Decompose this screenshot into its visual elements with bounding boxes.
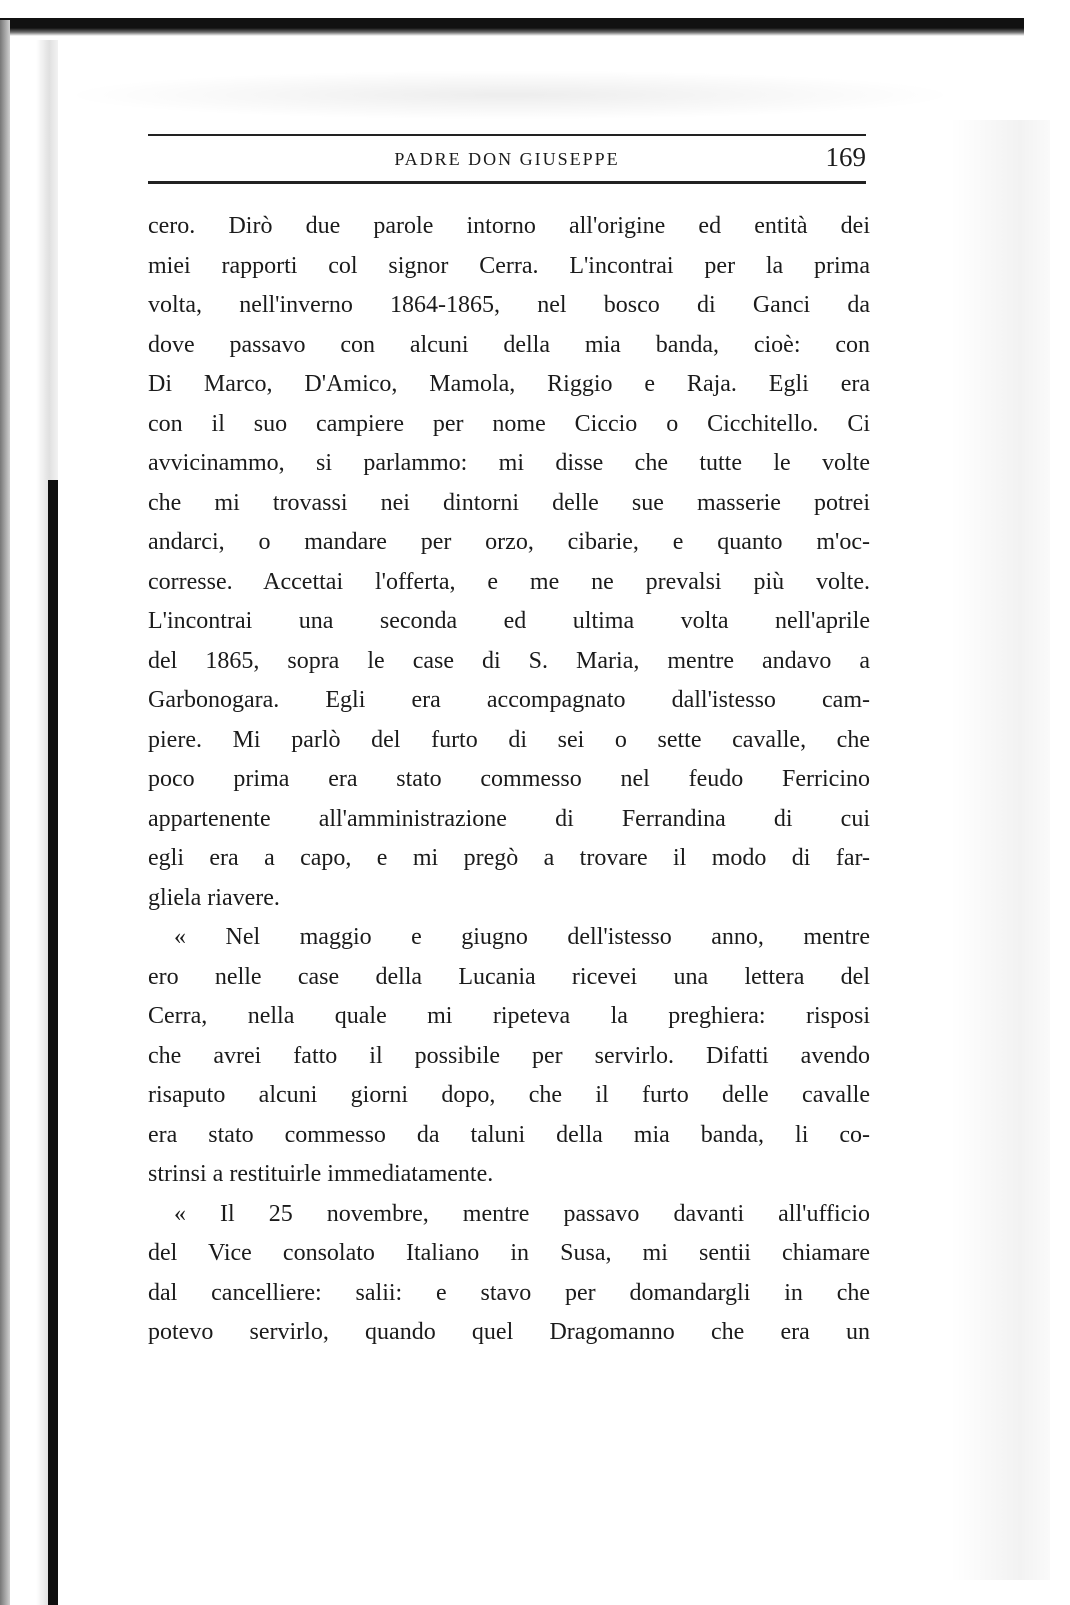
text-line: del Vice consolato Italiano in Susa, mi sentii chiamare [148, 1240, 870, 1266]
text-line: appartenente all'amministrazione di Ferrandina di cui [148, 805, 870, 832]
text-line: potevo servirlo, quando quel Dragomanno che era un [148, 1319, 870, 1345]
running-head [148, 138, 866, 180]
text-line: avvicinammo, si parlammo: mi disse che tutte le volte [148, 450, 870, 476]
text-line: risaputo alcuni giorni dopo, che il furto delle cavalle [148, 1082, 870, 1108]
text-line: con il suo campiere per nome Ciccio o Cicchitello. Ci [148, 410, 870, 437]
text-line: era stato commesso da taluni della mia banda, li co- [148, 1121, 870, 1148]
text-line: L'incontrai una seconda ed ultima volta nell'aprile [148, 608, 870, 634]
text-line: del 1865, sopra le case di S. Maria, mentre andavo a [148, 647, 870, 674]
text-line: cero. Dirò due parole intorno all'origine ed entità dei [148, 213, 870, 239]
text-line: poco prima era stato commesso nel feudo Ferricino [148, 766, 870, 792]
text-line: dal cancelliere: salii: e stavo per domandargli in che [148, 1279, 870, 1306]
book-spine [48, 480, 58, 1605]
page-top-edge [0, 18, 1024, 36]
text-line: egli era a capo, e mi pregò a trovare il modo di far- [148, 845, 870, 871]
text-line: Garbonogara. Egli era accompagnato dall'istesso cam- [148, 687, 870, 713]
text-line: gliela riavere. [148, 884, 280, 911]
text-line: dove passavo con alcuni della mia banda, cioè: con [148, 331, 870, 358]
scan-noise [60, 70, 960, 120]
text-line: strinsi a restituirle immediatamente. [148, 1161, 494, 1187]
header-rule-top [148, 134, 866, 136]
paragraph-1 [148, 207, 870, 918]
body-text [148, 207, 870, 1353]
text-line: ero nelle case della Lucania ricevei una lettera del [148, 963, 870, 990]
page-left-edge [0, 20, 10, 1605]
paragraph-2 [148, 918, 870, 1195]
text-line: piere. Mi parlò del furto di sei o sette cavalle, che [148, 726, 870, 753]
text-line: « Nel maggio e giugno dell'istesso anno, mentre [174, 924, 870, 950]
running-title: PADRE DON GIUSEPPE [394, 149, 620, 169]
text-line: corresse. Accettai l'offerta, e me ne prevalsi più volte. [148, 568, 870, 595]
text-line: volta, nell'inverno 1864-1865, nel bosco di Ganci da [148, 292, 870, 318]
text-line: « Il 25 novembre, mentre passavo davanti all'ufficio [174, 1200, 870, 1227]
paragraph-3 [148, 1195, 870, 1353]
scan-noise-right [950, 120, 1050, 1580]
header-rule-bottom [148, 181, 866, 184]
text-line: miei rapporti col signor Cerra. L'incontrai per la prima [148, 252, 870, 279]
text-line: Cerra, nella quale mi ripeteva la preghiera: risposi [148, 1003, 870, 1029]
text-line: che avrei fatto il possibile per servirlo. Difatti avendo [148, 1042, 870, 1069]
page-number: 169 [825, 142, 866, 172]
text-line: Di Marco, D'Amico, Mamola, Riggio e Raja. Egli era [148, 371, 870, 397]
text-line: che mi trovassi nei dintorni delle sue masserie potrei [148, 489, 870, 516]
text-line: andarci, o mandare per orzo, cibarie, e quanto m'oc- [148, 529, 870, 555]
